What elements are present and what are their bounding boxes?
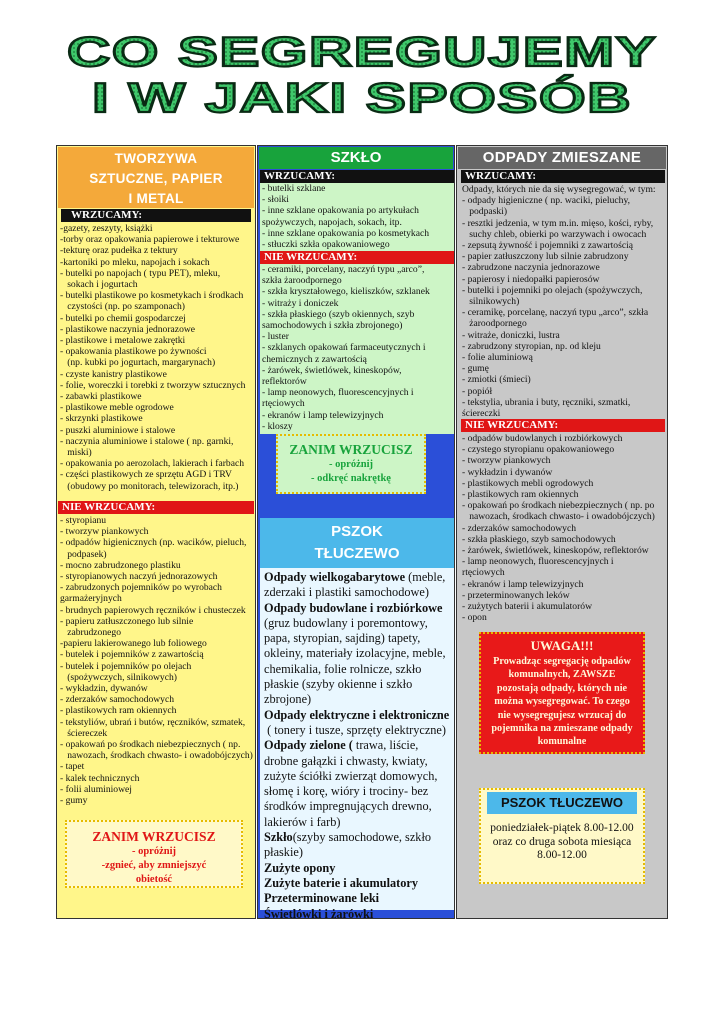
list-item: - inne szklane opakowania po artykułach	[262, 205, 419, 217]
notice-line: - opróżnij	[328, 459, 374, 470]
list-item: Odpady, których nie da się wysegregować, w tym:	[462, 184, 656, 195]
column-plastics-paper-metal	[56, 145, 256, 919]
list-item: -tekturę oraz pudełka z tektury	[60, 245, 178, 257]
pszok-category: Odpady elektryczne i elektroniczne	[264, 707, 450, 722]
hours-title: PSZOK TŁUCZEWO	[487, 792, 637, 814]
list-item: - puszki aluminiowe i stalowe	[60, 424, 176, 436]
list-item: - odpady higieniczne ( np. waciki, pieluchy,	[462, 195, 631, 207]
list-item: -papieru lakierowanego lub foliowego	[60, 638, 207, 650]
list-item: - szkła kryształowego, kieliszków, szklanek	[262, 286, 430, 298]
list-item: - kalek technicznych	[60, 772, 140, 784]
notice-line: -zgnieć, aby zmniejszyć	[101, 860, 207, 871]
pszok-line	[264, 891, 452, 906]
pszok-line	[264, 861, 452, 876]
list-item: - zmiotki (śmieci)	[462, 374, 531, 386]
list-item: -gazety, zeszyty, książki	[60, 223, 153, 234]
poster-title	[0, 30, 724, 120]
list-item: - ekranów i lamp telewizyjnych	[462, 578, 584, 590]
reject-list	[462, 433, 667, 623]
pszok-detail: płaskie)	[264, 845, 303, 860]
list-item: - przeterminowanych leków	[462, 589, 570, 601]
list-item: - szkła płaskiego, szyb samochodowych	[462, 533, 616, 545]
list-item: - lamp neonowych, fluorescencyjnych i	[262, 387, 414, 399]
list-item: - opakowań po środkach niebezpiecznych ( np. po	[462, 500, 655, 512]
list-item: - opon	[462, 612, 487, 624]
list-item: - stłuczki szkła opakowaniowego	[262, 239, 390, 251]
pszok-category: Odpady budowlane i rozbiórkowe	[264, 600, 443, 615]
glass-heading: SZKŁO	[259, 147, 453, 169]
pszok-category: Odpady zielone (	[264, 738, 353, 753]
pszok-line	[264, 692, 452, 707]
pszok-category: Zużyte opony	[264, 860, 336, 875]
accept-label: WRZUCAMY:	[260, 170, 454, 183]
heading-line: PSZOK	[331, 523, 383, 540]
list-item: - zabawki plastikowe	[60, 391, 142, 403]
list-item: - folie aluminiową	[462, 352, 533, 364]
pszok-category: Przeterminowane leki	[264, 891, 380, 906]
list-item: ściereczki	[462, 408, 501, 420]
list-item: podpasek)	[60, 548, 107, 560]
pszok-line	[264, 631, 452, 646]
list-item: - żarówek, świetlówek, kineskopów,	[262, 364, 402, 376]
list-item: - tworzyw piankowych	[462, 455, 551, 467]
pszok-category: Świetlówki i żarówki	[264, 906, 374, 921]
list-item: - papieru zatłuszczonego lub silnie	[60, 615, 194, 627]
reject-list	[262, 264, 454, 432]
pszok-detail: zderzaki i plastiki samochodowe)	[264, 585, 429, 600]
list-item: - plastikowych mebli ogrodowych	[462, 477, 594, 489]
list-item: - popiół	[462, 385, 493, 397]
list-item: - słoiki	[262, 194, 289, 206]
heading-line: I METAL	[128, 191, 184, 206]
list-item: - butelek i pojemników z zawartością	[60, 649, 204, 661]
list-item: nawozach, środkach chwasto- i owadobójczych)	[462, 511, 655, 523]
warning-line: komunalne	[537, 736, 587, 748]
accept-list	[462, 184, 667, 419]
list-item: - ceramiki, porcelany, naczyń typu „arco”,	[262, 264, 425, 275]
list-item: - zderzaków samochodowych	[60, 694, 175, 706]
list-item: - plastikowych ram okiennych	[60, 705, 177, 717]
list-item: - butelki po chemii gospodarczej	[60, 312, 186, 324]
list-item: - gumy	[60, 795, 88, 807]
pszok-line	[264, 662, 452, 677]
list-item: - odpadów higienicznych (np. wacików, pieluch,	[60, 537, 247, 549]
list-item: - witraże, doniczki, lustra	[462, 329, 560, 341]
list-item: miski)	[60, 447, 92, 459]
list-item: - ekranów i lamp telewizyjnych	[262, 409, 384, 421]
hours-line: oraz co druga sobota miesiąca	[492, 835, 632, 848]
list-item: - zepsutą żywność i pojemniki z zawartością	[462, 240, 634, 252]
notice-line: - odkręć nakrętkę	[311, 473, 391, 484]
pszok-line	[264, 723, 452, 738]
list-item: - naczynia aluminiowe i stalowe ( np. garnki,	[60, 435, 234, 447]
list-item: - plastikowe naczynia jednorazowe	[60, 323, 196, 335]
column-glass	[257, 145, 455, 919]
pszok-line	[264, 907, 452, 922]
pszok-detail: zbrojone)	[264, 692, 312, 707]
pszok-category: Szkło	[264, 830, 293, 845]
list-item: - papier zatłuszczony lub silnie zabrudzony	[462, 251, 629, 263]
pszok-detail: środków impregnujących drewno,	[264, 799, 432, 814]
list-item: - opakowania po aerozolach, lakierach i farbach	[60, 458, 245, 470]
list-item: - gumę	[462, 363, 489, 375]
list-item: chemicznych z zawartością	[262, 353, 367, 365]
pszok-detail: papa, styropian, sajding) tapety,	[264, 631, 421, 646]
list-item: - plastikowych ram okiennych	[462, 489, 579, 501]
column-mixed-waste	[456, 145, 668, 919]
list-item: - resztki jedzenia, w tym m.in. mięso, kości, ryby,	[462, 217, 654, 229]
warning-line: komunalnych, ZAWSZE	[508, 669, 616, 681]
warning-line: nie wysegregujesz wrzucaj do	[497, 709, 627, 721]
notice-line: - opróżnij	[131, 846, 177, 857]
accept-list	[262, 183, 454, 250]
accept-label: WRZUCAMY:	[461, 170, 665, 183]
list-item: -torby oraz opakowania papierowe i tekturowe	[60, 234, 240, 246]
pszok-detail: trawa, liście,	[352, 738, 419, 753]
list-item: - inne szklane opakowania po kosmetykach	[262, 227, 430, 239]
accept-label: WRZUCAMY:	[61, 209, 251, 222]
list-item: - lamp neonowych, fluorescencyjnych i	[462, 556, 614, 568]
list-item: nawozach, środkach chwasto- i owadobójczych)	[60, 750, 253, 762]
pszok-category: Odpady wielkogabarytowe	[264, 570, 406, 584]
warning-line: można wysegregować. To czego	[494, 696, 630, 708]
pszok-line	[264, 784, 452, 799]
list-item: czystości (np. po szamponach)	[60, 301, 185, 313]
pszok-line	[264, 738, 452, 753]
list-item: - zderzaków samochodowych	[462, 522, 577, 534]
list-item: spożywczych, napojach, sokach, itp.	[262, 216, 402, 228]
list-item: - styropianu	[60, 515, 107, 526]
list-item: ściereczek	[60, 727, 108, 739]
title-line-1: CO SEGREGUJEMY	[67, 30, 657, 75]
list-item: - kloszy	[262, 420, 293, 432]
list-item: sokach i jogurtach	[60, 279, 138, 291]
list-item: - folii aluminiowej	[60, 783, 132, 795]
notice-title: ZANIM WRZUCISZ	[92, 829, 216, 844]
list-item: (obudowy po monitorach, telewizorach, itp.)	[60, 480, 239, 492]
list-item: - żarówek, świetlówek, kineskopów, reflektorów	[462, 545, 649, 557]
mixed-heading: ODPADY ZMIESZANE	[458, 147, 666, 169]
pszok-line	[264, 769, 452, 784]
pszok-line	[264, 708, 452, 723]
list-item: żaroodpornego	[462, 318, 527, 330]
list-item: szkła żaroodpornego	[262, 275, 342, 287]
heading-line: TWORZYWA	[114, 151, 198, 166]
pszok-detail: słomę i korę, wióry i trociny- bez	[264, 784, 429, 799]
list-item: rtęciowych	[262, 398, 305, 410]
pszok-category: Zużyte baterie i akumulatory	[264, 875, 419, 890]
list-item: - części plastikowych ze sprzętu AGD i TRV	[60, 469, 232, 481]
pszok-detail: (meble,	[405, 570, 446, 584]
list-item: - opakowań po środkach niebezpiecznych ( np.	[60, 739, 241, 751]
list-item: - butelki i pojemniki po olejach (spożywczych,	[462, 284, 643, 296]
list-item: silnikowych)	[462, 296, 520, 308]
pszok-detail: drobne gałązki i chwasty, kwiaty,	[264, 753, 428, 768]
list-item: - plastikowe i metalowe zakrętki	[60, 335, 186, 347]
list-item: - odpadów budowlanych i rozbiórkowych	[462, 433, 623, 444]
list-item: suchy chleb, obierki po warzywach i owocach	[462, 228, 647, 240]
list-item: - czystego styropianu opakowaniowego	[462, 444, 615, 456]
list-item: - szklanych opakowań farmaceutycznych i	[262, 342, 426, 354]
list-item: - tworzyw piankowych	[60, 526, 149, 538]
hours-line: poniedziałek-piątek 8.00-12.00	[490, 822, 634, 834]
before-throwing-notice	[65, 820, 243, 888]
reject-label: NIE WRZUCAMY:	[58, 501, 254, 514]
list-item: - tekstylia, ubrania i buty, ręczniki, szmatki,	[462, 396, 631, 408]
warning-line: pojemnika na zmieszane odpady	[491, 723, 633, 735]
pszok-line	[264, 845, 452, 860]
warning-line: pozostają odpady, których nie	[496, 682, 628, 694]
pszok-line	[264, 585, 452, 600]
list-item: rtęciowych	[462, 567, 505, 579]
list-item: - czyste kanistry plastikowe	[60, 368, 167, 380]
list-item: - opakowania plastikowe po żywności	[60, 346, 207, 358]
title-graphic	[0, 30, 724, 120]
pszok-detail: okleiny, materiały izolacyjne, meble,	[264, 646, 446, 661]
pszok-panel	[260, 568, 454, 921]
list-item: - luster	[262, 331, 289, 343]
pszok-heading	[260, 518, 454, 568]
hours-line: 8.00-12.00	[537, 849, 587, 861]
pszok-line	[264, 830, 452, 845]
list-item: - wykładzin i dywanów	[462, 466, 553, 478]
list-item: (np. kubki po jogurtach, margarynach)	[60, 357, 216, 369]
list-item: samochodowych i szkła zbrojonego)	[262, 320, 403, 332]
pszok-detail: (gruz budowlany i poremontowy,	[264, 615, 428, 630]
list-item: - zużytych baterii i akumulatorów	[462, 601, 593, 613]
list-item: - mocno zabrudzonego plastiku	[60, 559, 181, 571]
warning-box	[479, 632, 645, 754]
warning-line: Prowadząc segregację odpadów	[493, 656, 631, 667]
list-item: - witraży i doniczek	[262, 297, 339, 309]
list-item: - tekstyliów, ubrań i butów, ręczników, szmatek,	[60, 716, 246, 728]
accept-list	[60, 223, 255, 492]
list-item: - butelki po napojach ( typu PET), mleku,	[60, 267, 221, 279]
list-item: -kartoniki po mleku, napojach i sokach	[60, 256, 210, 268]
list-item: - butelek i pojemników po olejach	[60, 660, 192, 672]
list-item: garmażeryjnych	[60, 593, 122, 605]
list-item: - styropianowych naczyń jednorazowych	[60, 571, 218, 583]
list-item: - zabrudzonych pojemników po wyrobach	[60, 582, 222, 594]
list-item: - ceramikę, porcelanę, naczyń typu „arco”, szkła	[462, 307, 649, 319]
list-item: - folie, woreczki i torebki z tworzyw sztucznych	[60, 379, 246, 391]
list-item: zabrudzonego	[60, 627, 122, 639]
list-item: - skrzynki plastikowe	[60, 413, 143, 425]
pszok-line	[264, 876, 452, 891]
pszok-detail: ( tonery i tusze, sprzęty elektryczne)	[264, 722, 446, 737]
reject-label: NIE WRZUCAMY:	[461, 419, 665, 432]
pszok-line	[264, 754, 452, 769]
pszok-detail: lakierów i farb)	[264, 814, 341, 829]
list-item: reflektorów	[262, 376, 307, 388]
list-item: - plastikowe meble ogrodowe	[60, 402, 174, 414]
pszok-line	[264, 601, 452, 616]
reject-label: NIE WRZUCAMY:	[260, 251, 454, 264]
pszok-line	[264, 646, 452, 661]
list-item: - butelki szklane	[262, 183, 326, 194]
list-item: - szkła płaskiego (szyb okiennych, szyb	[262, 308, 415, 320]
heading-line: TŁUCZEWO	[314, 545, 400, 562]
pszok-list	[264, 570, 452, 922]
warning-title: UWAGA!!!	[530, 638, 594, 653]
pszok-detail: zużyte ściółki zwierząt domowych,	[264, 768, 438, 783]
list-item: - brudnych papierowych ręczników i chusteczek	[60, 604, 246, 616]
list-item: podpaski)	[462, 206, 508, 218]
pszok-line	[264, 570, 452, 585]
reject-list	[60, 515, 255, 806]
pszok-detail: (szyby samochodowe, szkło	[292, 830, 432, 845]
list-item: - tapet	[60, 761, 85, 773]
pszok-line	[264, 616, 452, 631]
pszok-line	[264, 677, 452, 692]
notice-line: obietość	[135, 874, 173, 885]
pszok-line	[264, 799, 452, 814]
heading-line: SZTUCZNE, PAPIER	[89, 171, 223, 186]
list-item: - zabrudzone naczynia jednorazowe	[462, 262, 600, 274]
pszok-detail: chemikalia, folie rolnicze, szkło	[264, 661, 422, 676]
pszok-line	[264, 815, 452, 830]
plastics-heading	[58, 147, 254, 208]
list-item: - papierosy i niedopałki papierosów	[462, 273, 600, 285]
list-item: - wykładzin, dywanów	[60, 683, 148, 695]
notice-title: ZANIM WRZUCISZ	[289, 442, 413, 457]
title-line-2: I W JAKI SPOSÓB	[92, 74, 469, 120]
list-item: (spożywczych, silnikowych)	[60, 671, 177, 683]
list-item: - butelki plastikowe po kosmetykach i środkach	[60, 290, 244, 302]
pszok-detail: płaskie (szyby okienne i szkło	[264, 677, 413, 692]
glass-notice	[276, 434, 426, 494]
pszok-hours-box	[479, 788, 645, 884]
list-item: - zabrudzony styropian, np. od kleju	[462, 340, 601, 352]
